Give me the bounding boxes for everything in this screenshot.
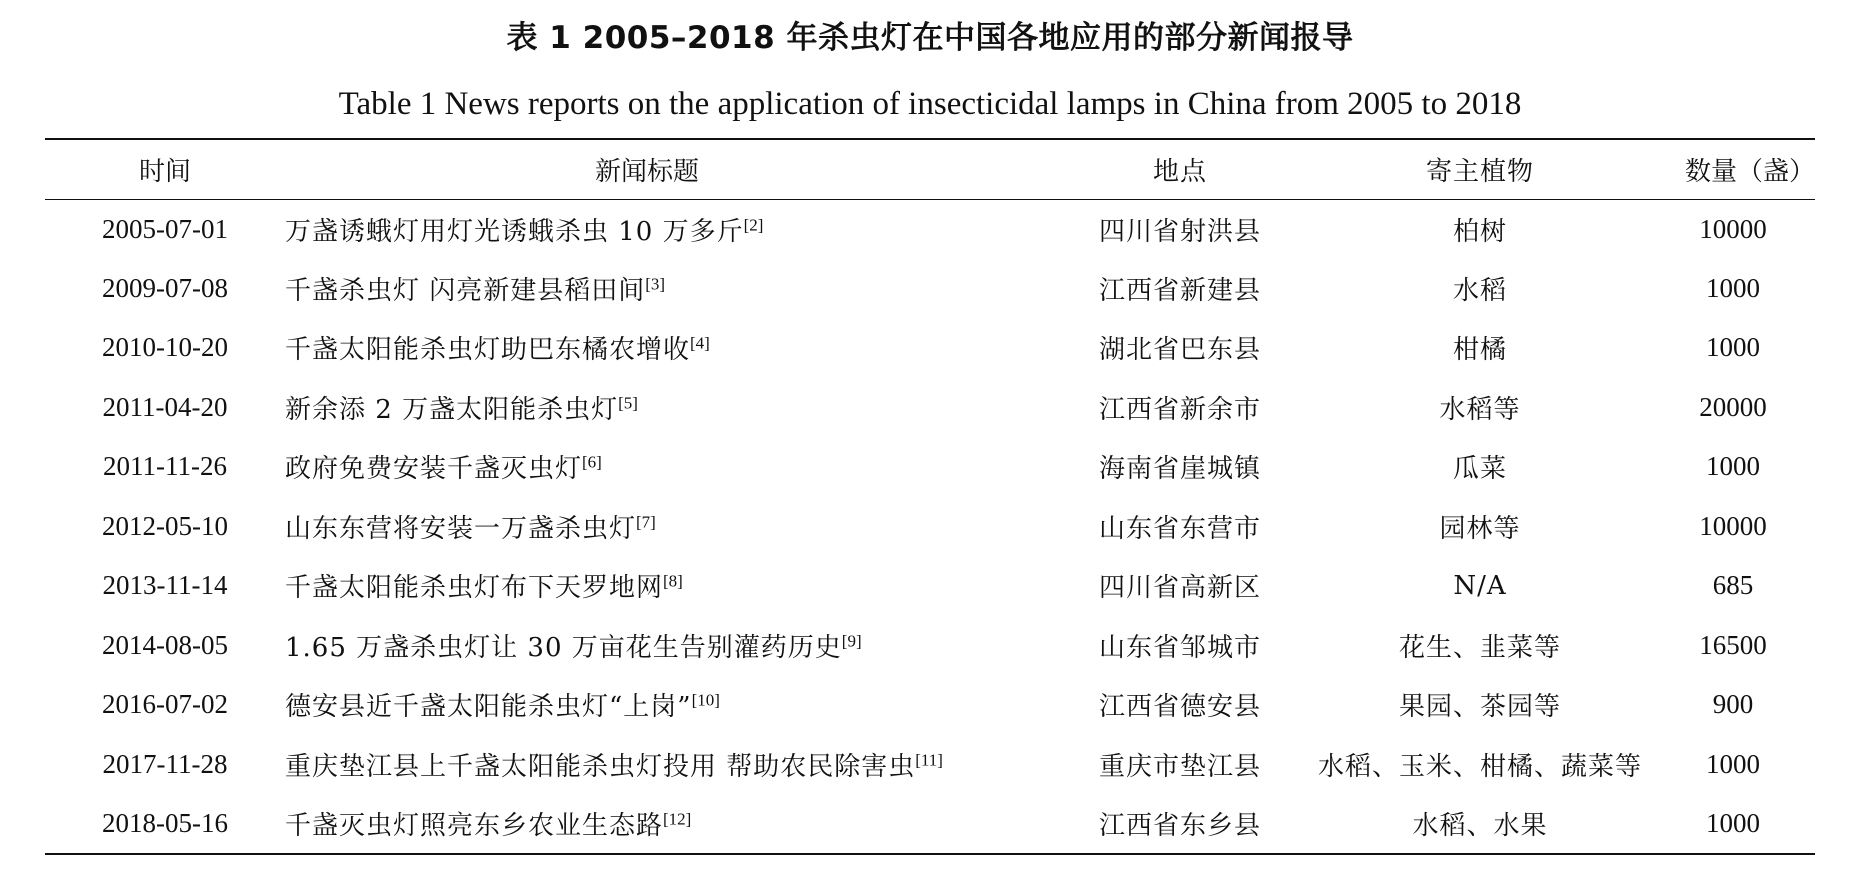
cell-date: 2013-11-14 — [102, 570, 228, 601]
news-title-text: 万盏诱蛾灯用灯光诱蛾杀虫 10 万多斤 — [285, 216, 744, 247]
news-title-text: 新余添 2 万盏太阳能杀虫灯 — [285, 394, 619, 425]
news-title-text: 山东东营将安装一万盏杀虫灯 — [285, 513, 637, 544]
cell-date: 2010-10-20 — [102, 332, 228, 363]
cell-place: 海南省崖城镇 — [1098, 454, 1261, 485]
cell-news-title — [285, 318, 1045, 378]
cell-news-title — [285, 675, 1045, 735]
cell-host-plant: 园林等 — [1439, 513, 1521, 544]
cell-place: 江西省新建县 — [1098, 275, 1261, 306]
cell-quantity — [1645, 794, 1815, 854]
reference-citation: [6] — [582, 452, 602, 472]
cell-host-plant: 水稻、水果 — [1315, 794, 1645, 854]
cell-host-plant: 瓜菜 — [1452, 454, 1507, 485]
cell-date: 2017-11-28 — [102, 748, 228, 779]
news-title-text: 重庆垫江县上千盏太阳能杀虫灯投用 帮助农民除害虫 — [285, 751, 916, 782]
cell-date: 2014-08-05 — [102, 629, 228, 660]
table-body — [45, 199, 1815, 854]
cell-place: 湖北省巴东县 — [1098, 335, 1261, 366]
news-title-text: 千盏杀虫灯 闪亮新建县稻田间 — [285, 275, 646, 306]
news-title-text: 德安县近千盏太阳能杀虫灯“上岗” — [285, 692, 692, 723]
reference-citation: [3] — [645, 274, 666, 294]
cell-quantity — [1645, 556, 1815, 616]
reference-citation: [12] — [663, 809, 692, 829]
cell-place: 四川省射洪县 — [1098, 216, 1261, 247]
table-row — [45, 259, 1815, 319]
table-row — [45, 556, 1815, 616]
table-caption-english: Table 1 News reports on the application of insecticidal lamps in China from 2005 to 2018 — [338, 86, 1522, 122]
table-row — [45, 378, 1815, 438]
table-row — [45, 675, 1815, 735]
table-row — [45, 437, 1815, 497]
cell-news-title — [285, 199, 1045, 259]
cell-quantity — [1645, 497, 1815, 557]
cell-host-plant: 水稻 — [1452, 275, 1507, 306]
table-row — [45, 735, 1815, 795]
cell-quantity — [1645, 437, 1815, 497]
cell-quantity — [1645, 378, 1815, 438]
cell-quantity — [1645, 199, 1815, 259]
cell-date: 2016-07-02 — [102, 689, 228, 720]
cell-quantity — [1645, 616, 1815, 676]
cell-place: 重庆市垫江县 — [1098, 751, 1261, 782]
cell-host-plant: 水稻、玉米、柑橘、蔬菜等 — [1317, 751, 1642, 782]
table-row — [45, 794, 1815, 854]
cell-news-title — [285, 556, 1045, 616]
table-header-row — [45, 139, 1815, 199]
cell-place: 江西省东乡县 — [1045, 794, 1315, 854]
cell-news-title — [285, 616, 1045, 676]
quantity-value: 1000 — [1706, 748, 1760, 779]
cell-news-title — [285, 378, 1045, 438]
reference-citation: [5] — [618, 393, 638, 413]
header-title-label: 新闻标题 — [595, 156, 700, 187]
reference-citation: [4] — [690, 333, 710, 353]
cell-quantity — [1645, 735, 1815, 795]
cell-date: 2012-05-10 — [102, 510, 228, 541]
header-quantity — [1645, 139, 1815, 199]
table-row — [45, 616, 1815, 676]
news-title-text: 1.65 万盏杀虫灯让 30 万亩花生告别灌药历史 — [285, 632, 842, 663]
cell-date: 2009-07-08 — [102, 272, 228, 303]
quantity-value: 1000 — [1706, 272, 1760, 303]
cell-quantity — [1645, 675, 1815, 735]
table-row — [45, 318, 1815, 378]
cell-date: 2018-05-16 — [45, 794, 285, 854]
cell-news-title — [285, 497, 1045, 557]
cell-place: 江西省德安县 — [1098, 692, 1261, 723]
reference-citation: [7] — [636, 512, 656, 532]
header-host-plant: 寄主植物 — [1315, 139, 1645, 199]
quantity-value: 1000 — [1706, 451, 1760, 482]
cell-quantity — [1645, 259, 1815, 319]
table-row — [45, 497, 1815, 557]
table-caption-chinese: 表 1 2005–2018 年杀虫灯在中国各地应用的部分新闻报导 — [506, 20, 1354, 56]
news-title-text: 千盏太阳能杀虫灯布下天罗地网 — [285, 573, 664, 604]
cell-date: 2005-07-01 — [102, 213, 228, 244]
quantity-value: 10000 — [1699, 510, 1767, 541]
cell-host-plant: 柏树 — [1452, 216, 1507, 247]
cell-place: 山东省东营市 — [1098, 513, 1261, 544]
cell-news-title — [285, 259, 1045, 319]
cell-place: 山东省邹城市 — [1098, 632, 1261, 663]
cell-date: 2011-04-20 — [102, 391, 228, 422]
quantity-value: 1000 — [1706, 332, 1760, 363]
reference-citation: [8] — [663, 571, 683, 591]
cell-place: 江西省新余市 — [1098, 394, 1261, 425]
news-title-text: 政府免费安装千盏灭虫灯 — [285, 454, 583, 485]
cell-date: 2011-11-26 — [103, 451, 227, 482]
reference-citation: [9] — [841, 631, 862, 651]
cell-news-title — [285, 437, 1045, 497]
cell-host-plant: 柑橘 — [1452, 335, 1507, 366]
news-title-text: 千盏太阳能杀虫灯助巴东橘农增收 — [285, 335, 691, 366]
header-title — [285, 139, 1045, 199]
quantity-value: 1000 — [1706, 807, 1760, 838]
reference-citation: [10] — [691, 690, 720, 710]
header-date: 时间 — [45, 139, 285, 199]
quantity-value: 685 — [1712, 570, 1754, 601]
reference-citation: [2] — [743, 214, 764, 234]
reference-citation: [11] — [915, 750, 943, 770]
header-place: 地点 — [1045, 139, 1315, 199]
news-reports-table — [45, 138, 1815, 855]
cell-host-plant: 果园、茶园等 — [1398, 692, 1561, 723]
quantity-value: 16500 — [1699, 629, 1767, 660]
quantity-value: 20000 — [1699, 391, 1767, 422]
cell-place: 四川省高新区 — [1098, 573, 1261, 604]
cell-quantity — [1645, 318, 1815, 378]
cell-news-title — [285, 735, 1045, 795]
cell-host-plant: N/A — [1453, 570, 1507, 601]
cell-news-title — [285, 794, 1045, 854]
quantity-value: 900 — [1712, 689, 1754, 720]
header-quantity-label: 数量（盏） — [1684, 156, 1815, 187]
table-row — [45, 199, 1815, 259]
quantity-value: 10000 — [1699, 213, 1767, 244]
cell-host-plant: 花生、韭菜等 — [1398, 632, 1561, 663]
news-title-text: 千盏灭虫灯照亮东乡农业生态路 — [285, 810, 664, 841]
cell-host-plant: 水稻等 — [1439, 394, 1521, 425]
